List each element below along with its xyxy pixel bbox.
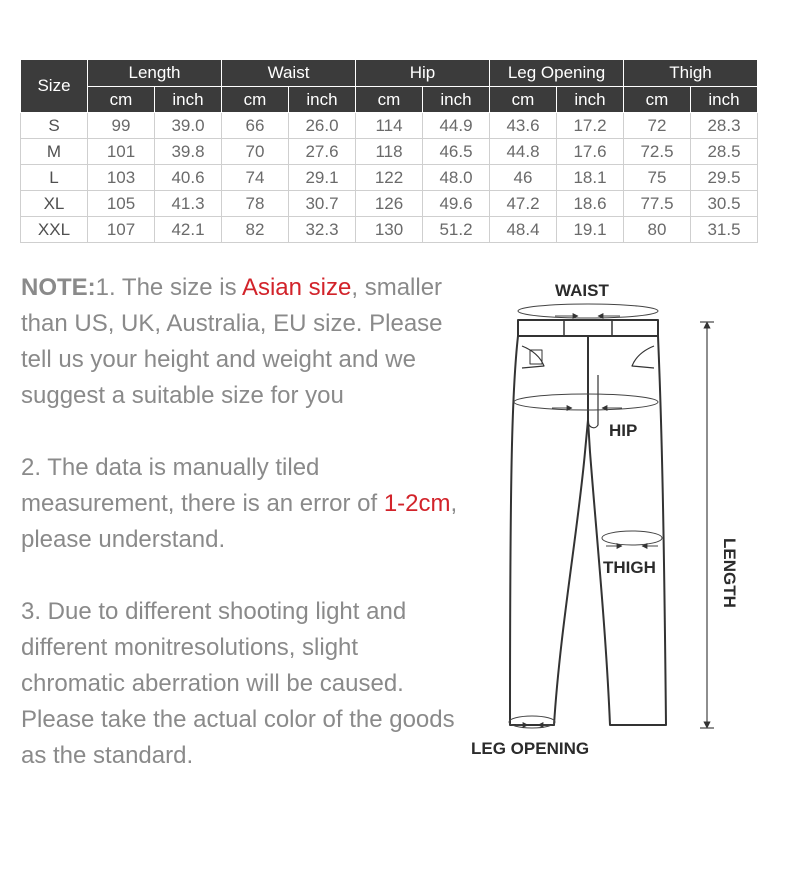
hip-label: HIP — [609, 421, 638, 440]
table-row — [21, 191, 758, 217]
measurement-cell: 27.6 — [289, 139, 356, 165]
unit-header: cm — [88, 87, 155, 113]
measurement-cell: 77.5 — [624, 191, 691, 217]
measurement-cell: 72.5 — [624, 139, 691, 165]
table-unit-header-row — [21, 87, 758, 113]
measurement-cell: 75 — [624, 165, 691, 191]
table-row — [21, 217, 758, 243]
trousers-measurement-diagram — [460, 270, 760, 780]
notes-section — [21, 270, 461, 810]
size-column-header: Size — [21, 60, 88, 113]
measurement-cell: 29.5 — [691, 165, 758, 191]
measurement-cell: 122 — [356, 165, 423, 191]
note-1-highlight: Asian size — [241, 274, 352, 301]
measurement-cell: 46.5 — [423, 139, 490, 165]
measurement-cell: 32.3 — [289, 217, 356, 243]
measurement-cell: 30.5 — [691, 191, 758, 217]
measurement-cell: 80 — [624, 217, 691, 243]
thigh-group-header: Thigh — [624, 60, 758, 87]
measurement-cell: 107 — [88, 217, 155, 243]
measurement-cell: 30.7 — [289, 191, 356, 217]
measurement-cell: 28.5 — [691, 139, 758, 165]
leg-opening-label: LEG OPENING — [471, 739, 590, 758]
note-3-text: 3. Due to different shooting light and different monitresolutions, slight chromatic aberration will be caused. Please take the actual color of the goods as the standard. — [21, 598, 455, 769]
measurement-cell: 78 — [222, 191, 289, 217]
thigh-label: THIGH — [603, 558, 656, 577]
waist-label: WAIST — [555, 281, 609, 300]
measurement-cell: 74 — [222, 165, 289, 191]
size-cell: XXL — [21, 217, 88, 243]
size-chart-table — [20, 59, 758, 243]
note-2 — [21, 450, 461, 558]
measurement-cell: 66 — [222, 113, 289, 139]
measurement-cell: 44.8 — [490, 139, 557, 165]
measurement-cell: 29.1 — [289, 165, 356, 191]
unit-header: cm — [356, 87, 423, 113]
table-row — [21, 139, 758, 165]
measurement-cell: 43.6 — [490, 113, 557, 139]
measurement-cell: 70 — [222, 139, 289, 165]
note-2-highlight: 1-2cm — [383, 490, 451, 517]
trousers-outline — [510, 320, 666, 725]
note-3 — [21, 594, 461, 774]
measurement-cell: 47.2 — [490, 191, 557, 217]
size-cell: XL — [21, 191, 88, 217]
measurement-cell: 40.6 — [155, 165, 222, 191]
measurement-cell: 82 — [222, 217, 289, 243]
waist-group-header: Waist — [222, 60, 356, 87]
measurement-cell: 118 — [356, 139, 423, 165]
measurement-cell: 105 — [88, 191, 155, 217]
measurement-cell: 101 — [88, 139, 155, 165]
measurement-cell: 103 — [88, 165, 155, 191]
measurement-cell: 42.1 — [155, 217, 222, 243]
unit-header: inch — [155, 87, 222, 113]
measurement-cell: 39.8 — [155, 139, 222, 165]
measurement-cell: 19.1 — [557, 217, 624, 243]
measurement-cell: 18.1 — [557, 165, 624, 191]
unit-header: cm — [490, 87, 557, 113]
length-label: LENGTH — [720, 538, 739, 608]
size-cell: S — [21, 113, 88, 139]
measurement-cell: 26.0 — [289, 113, 356, 139]
measurement-cell: 48.0 — [423, 165, 490, 191]
unit-header: inch — [691, 87, 758, 113]
measurement-cell: 48.4 — [490, 217, 557, 243]
measurement-cell: 18.6 — [557, 191, 624, 217]
measurement-cell: 99 — [88, 113, 155, 139]
measurement-cell: 126 — [356, 191, 423, 217]
measurement-cell: 51.2 — [423, 217, 490, 243]
leg-opening-group-header: Leg Opening — [490, 60, 624, 87]
measurement-cell: 31.5 — [691, 217, 758, 243]
note-1-text-end: , smaller than US, UK, Australia, EU size. Please tell us your height and weight and we suggest a suitable size for you — [21, 274, 443, 409]
unit-header: inch — [557, 87, 624, 113]
length-group-header: Length — [88, 60, 222, 87]
measurement-cell: 39.0 — [155, 113, 222, 139]
size-cell: L — [21, 165, 88, 191]
size-cell: M — [21, 139, 88, 165]
note-heading: NOTE: — [21, 274, 96, 301]
note-1 — [21, 270, 461, 414]
hip-group-header: Hip — [356, 60, 490, 87]
note-2-text-start: 2. The data is manually tiled measurement, there is an error of — [21, 454, 384, 517]
table-row — [21, 165, 758, 191]
unit-header: cm — [222, 87, 289, 113]
table-group-header-row — [21, 60, 758, 87]
table-body — [21, 113, 758, 243]
measurement-cell: 72 — [624, 113, 691, 139]
measurement-cell: 46 — [490, 165, 557, 191]
measurement-cell: 17.6 — [557, 139, 624, 165]
measurement-cell: 44.9 — [423, 113, 490, 139]
measurement-cell: 41.3 — [155, 191, 222, 217]
length-measure-marker — [700, 322, 714, 728]
measurement-cell: 114 — [356, 113, 423, 139]
unit-header: inch — [289, 87, 356, 113]
measurement-cell: 130 — [356, 217, 423, 243]
unit-header: cm — [624, 87, 691, 113]
note-1-text-start: 1. The size is — [95, 274, 242, 301]
waist-measure-marker — [518, 304, 658, 318]
table-row — [21, 113, 758, 139]
measurement-cell: 17.2 — [557, 113, 624, 139]
unit-header: inch — [423, 87, 490, 113]
measurement-cell: 49.6 — [423, 191, 490, 217]
note-2-text-end: , please understand. — [21, 490, 458, 553]
measurement-cell: 28.3 — [691, 113, 758, 139]
